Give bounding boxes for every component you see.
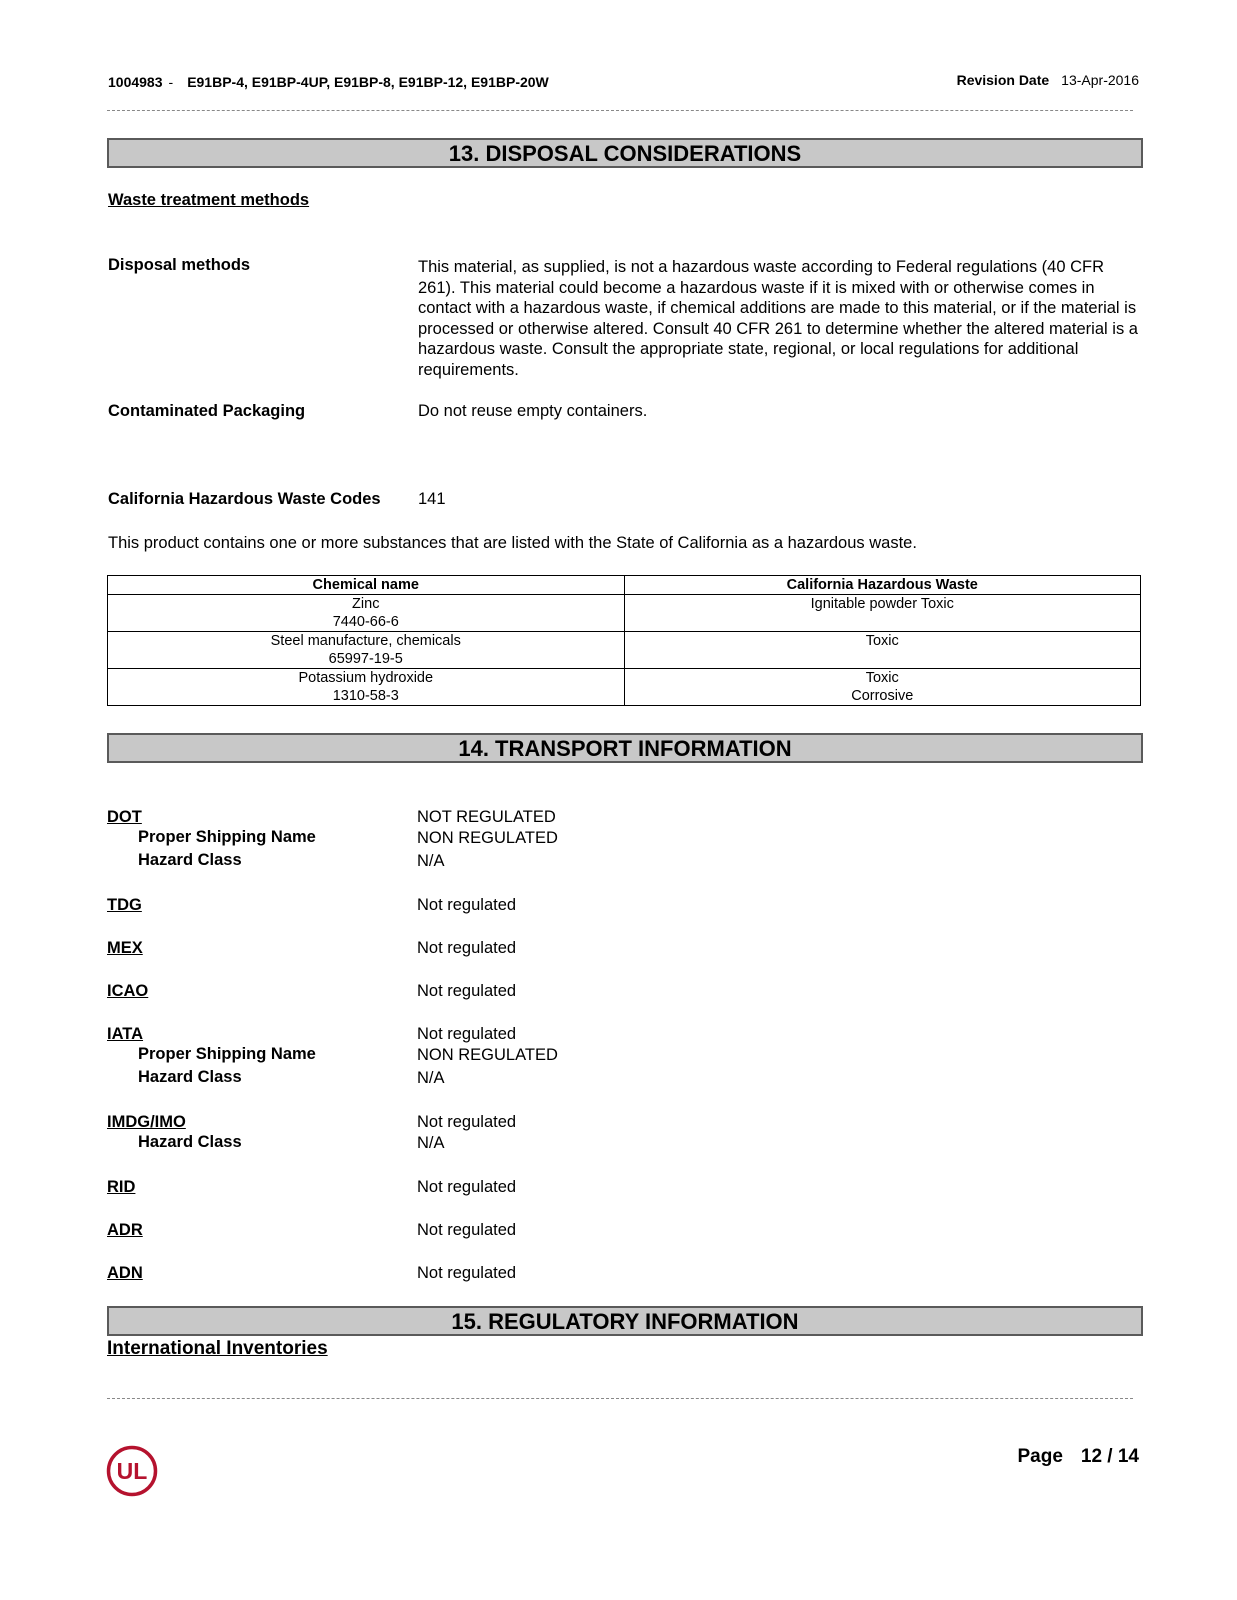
adr-value: Not regulated <box>417 1221 517 1239</box>
page-value: 12 / 14 <box>1080 1446 1139 1467</box>
tdg-value: Not regulated <box>417 896 517 914</box>
revision-date-value: 13-Apr-2016 <box>1061 72 1139 88</box>
dot-hazard-class-value: N/A <box>417 852 445 870</box>
document-number: 1004983 <box>108 74 163 90</box>
chemical-name: Steel manufacture, chemicals <box>270 633 461 649</box>
dot-proper-shipping-name-value: NON REGULATED <box>417 829 558 847</box>
chemical-cell <box>108 595 625 632</box>
revision-date-label: Revision Date <box>956 72 1050 88</box>
table-row <box>108 595 1141 632</box>
column-header-california-hazardous-waste: California Hazardous Waste <box>624 576 1141 595</box>
section-15-title: 15. REGULATORY INFORMATION <box>107 1306 1143 1336</box>
california-waste-codes-label: California Hazardous Waste Codes <box>108 490 381 508</box>
contaminated-packaging-text: Do not reuse empty containers. <box>418 402 648 420</box>
iata-proper-shipping-name-value: NON REGULATED <box>417 1046 558 1064</box>
rid-value: Not regulated <box>417 1178 517 1196</box>
table-header-row <box>108 576 1141 595</box>
imdg-hazard-class-label: Hazard Class <box>138 1133 242 1151</box>
dot-label: DOT <box>107 808 142 826</box>
ul-logo <box>106 1445 158 1497</box>
chemical-cell <box>108 632 625 669</box>
adn-value: Not regulated <box>417 1264 517 1282</box>
dot-value: NOT REGULATED <box>417 808 556 826</box>
icao-value: Not regulated <box>417 982 517 1000</box>
document-header-left <box>108 74 549 90</box>
waste-classification: Ignitable powder Toxic <box>810 596 954 612</box>
section-14-title: 14. TRANSPORT INFORMATION <box>107 733 1143 763</box>
iata-value: Not regulated <box>417 1025 517 1043</box>
california-hazardous-waste-table <box>107 575 1141 706</box>
iata-proper-shipping-name-label: Proper Shipping Name <box>138 1045 316 1063</box>
cas-number: 1310-58-3 <box>332 688 399 704</box>
international-inventories-heading: International Inventories <box>107 1338 328 1359</box>
product-codes: E91BP-4, E91BP-4UP, E91BP-8, E91BP-12, E91BP-20W <box>187 74 549 90</box>
imdg-value: Not regulated <box>417 1113 517 1131</box>
waste-classification-2: Corrosive <box>851 688 914 704</box>
cas-number: 65997-19-5 <box>328 651 403 667</box>
chemical-name: Zinc <box>352 596 380 612</box>
iata-hazard-class-value: N/A <box>417 1069 445 1087</box>
table-row <box>108 632 1141 669</box>
ul-logo-text: UL <box>116 1458 148 1484</box>
imdg-hazard-class-value: N/A <box>417 1134 445 1152</box>
icao-label: ICAO <box>107 982 149 1000</box>
iata-label: IATA <box>107 1025 144 1043</box>
revision-info <box>957 72 1139 88</box>
page-label: Page <box>1017 1446 1063 1467</box>
mex-value: Not regulated <box>417 939 517 957</box>
cas-number: 7440-66-6 <box>332 614 399 630</box>
waste-classification: Toxic <box>865 670 899 686</box>
dot-hazard-class-label: Hazard Class <box>138 851 242 869</box>
waste-treatment-heading: Waste treatment methods <box>108 191 310 209</box>
header-dash: - <box>168 74 174 90</box>
table-row <box>108 669 1141 706</box>
section-13-title: 13. DISPOSAL CONSIDERATIONS <box>107 138 1143 168</box>
header-divider <box>107 110 1133 111</box>
column-header-chemical-name: Chemical name <box>108 576 625 595</box>
ul-logo-icon <box>106 1445 158 1497</box>
tdg-label: TDG <box>107 896 142 914</box>
footer-divider <box>107 1398 1133 1399</box>
page-number <box>1017 1446 1139 1468</box>
california-statement: This product contains one or more substances that are listed with the State of California as a hazardous waste. <box>108 534 917 552</box>
adr-label: ADR <box>107 1221 143 1239</box>
waste-cell <box>624 632 1141 669</box>
mex-label: MEX <box>107 939 143 957</box>
chemical-cell <box>108 669 625 706</box>
dot-proper-shipping-name-label: Proper Shipping Name <box>138 828 316 846</box>
iata-hazard-class-label: Hazard Class <box>138 1068 242 1086</box>
rid-label: RID <box>107 1178 136 1196</box>
waste-cell <box>624 669 1141 706</box>
california-waste-codes-value: 141 <box>418 490 446 508</box>
contaminated-packaging-label: Contaminated Packaging <box>108 402 306 420</box>
waste-classification: Toxic <box>865 633 899 649</box>
chemical-name: Potassium hydroxide <box>298 670 434 686</box>
adn-label: ADN <box>107 1264 143 1282</box>
disposal-methods-text: This material, as supplied, is not a hazardous waste according to Federal regulations (40 CFR 261). This material could become a hazardous waste if it is mixed with or otherwise comes in contact with a hazardous waste, if chemical additions are made to this material, or if the material is processed or otherwise altered. Consult 40 CFR 261 to determine whether the altered material is a hazardous waste. Consult the appropriate state, regional, or local regulations for additional requirements. <box>418 258 1138 379</box>
imdg-label: IMDG/IMO <box>107 1113 186 1131</box>
disposal-methods-label: Disposal methods <box>108 256 251 274</box>
waste-cell <box>624 595 1141 632</box>
